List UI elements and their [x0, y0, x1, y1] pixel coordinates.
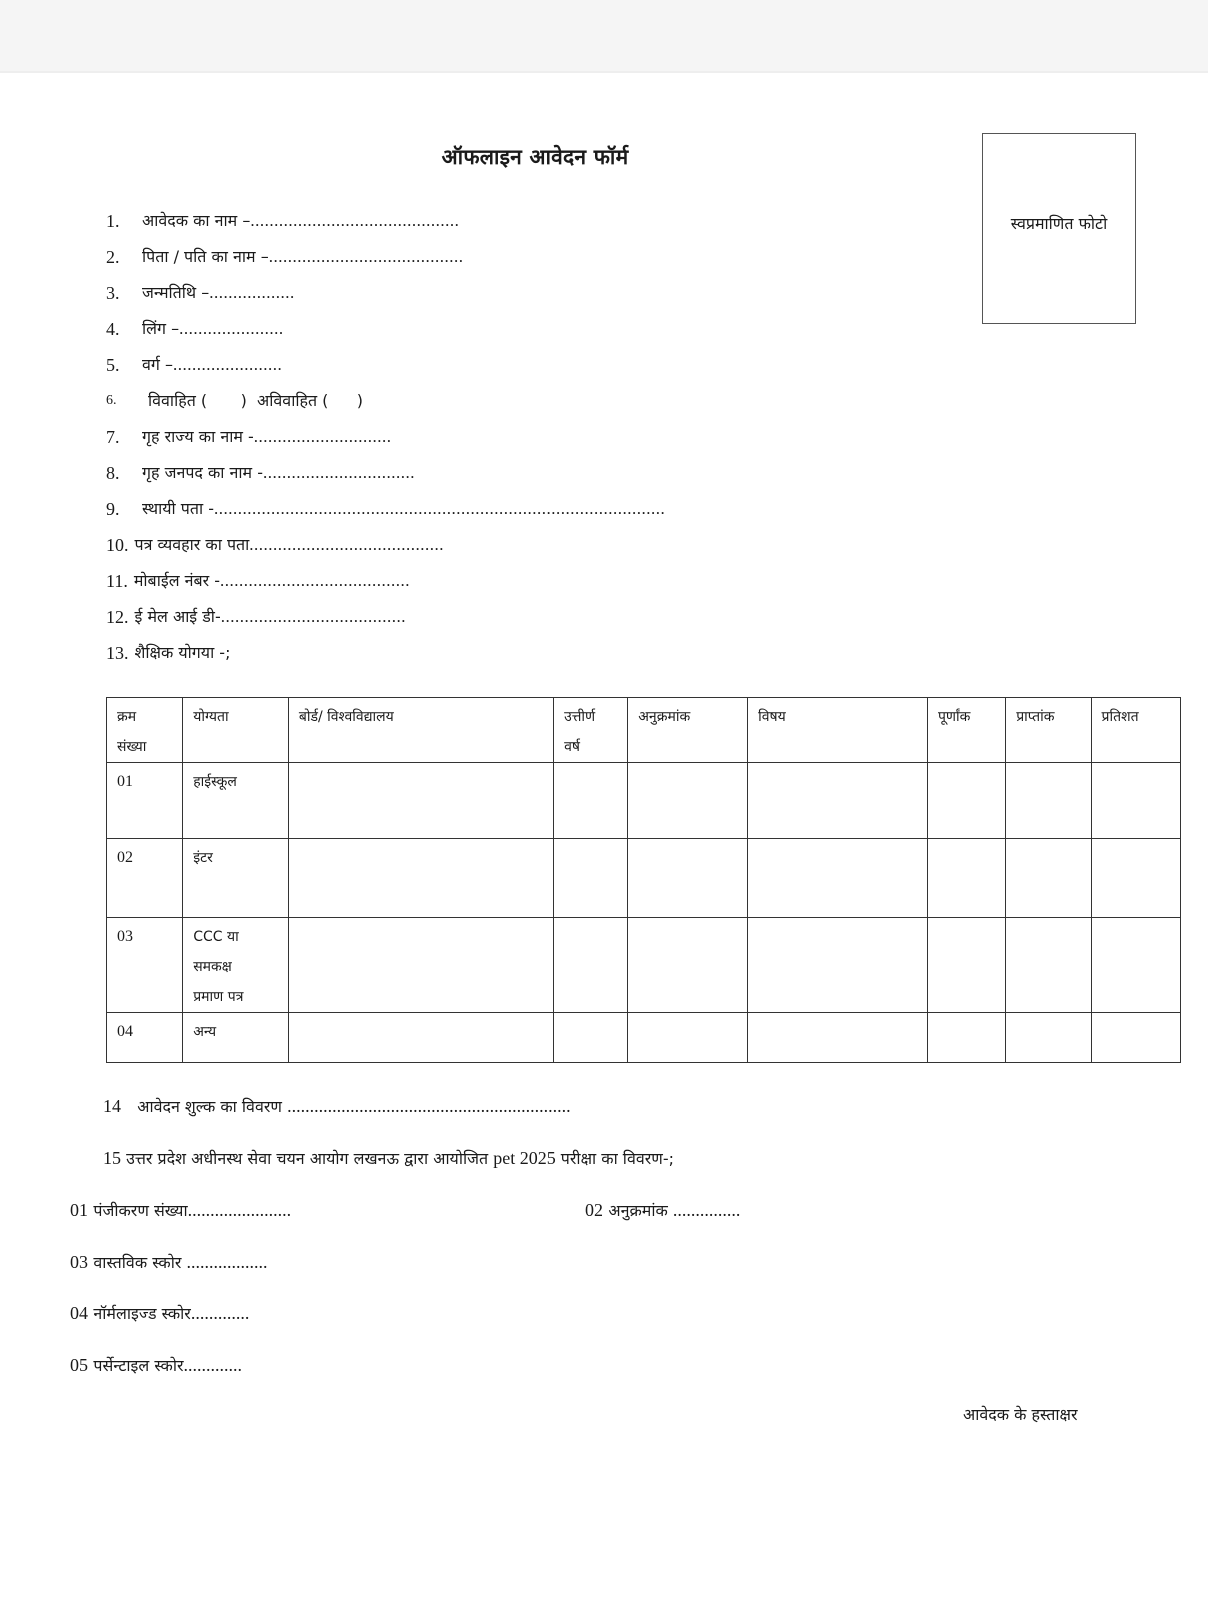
- unmarried-checkbox[interactable]: [338, 383, 353, 419]
- item-blank[interactable]: ...............: [672, 1200, 741, 1220]
- section-application-fee[interactable]: [103, 1095, 571, 1117]
- field-label: पत्र व्यवहार का पता: [134, 535, 250, 554]
- field-blank[interactable]: ................................: [262, 463, 415, 482]
- header-obtained-marks: प्राप्तांक: [1006, 698, 1091, 763]
- cell-subject[interactable]: [748, 918, 928, 1013]
- exam-percentile-score[interactable]: [70, 1354, 242, 1376]
- item-label: पर्सेन्टाइल स्कोर: [93, 1356, 184, 1375]
- exam-name: pet 2025: [493, 1148, 556, 1168]
- cell-serial: 02: [107, 839, 183, 918]
- field-label: आवेदक का नाम –: [142, 211, 251, 230]
- cell-board[interactable]: [288, 839, 553, 918]
- cell-max-marks[interactable]: [927, 918, 1005, 1013]
- education-table: [106, 697, 1181, 1063]
- field-number: 2.: [106, 247, 120, 267]
- item-label: नॉर्मलाइज्ड स्कोर: [93, 1304, 191, 1323]
- field-category[interactable]: [106, 347, 665, 383]
- field-number: 8.: [106, 463, 120, 483]
- field-number: 3.: [106, 283, 120, 303]
- cell-percent[interactable]: [1091, 918, 1180, 1013]
- field-home-district[interactable]: [106, 455, 665, 491]
- field-educational-qualification: [106, 635, 665, 671]
- header-subject: विषय: [748, 698, 928, 763]
- field-blank[interactable]: ...............................................................................................: [214, 499, 666, 518]
- cell-board[interactable]: [288, 918, 553, 1013]
- cell-roll[interactable]: [628, 1013, 748, 1063]
- field-label: ई मेल आई डी-: [134, 607, 221, 626]
- item-number: 01: [70, 1200, 88, 1220]
- photo-box-label: स्वप्रमाणित फोटो: [1010, 213, 1108, 233]
- header-passing-year: उत्तीर्ण वर्ष: [554, 698, 628, 763]
- cell-qualification: CCC या समकक्ष प्रमाण पत्र: [183, 918, 289, 1013]
- header-roll-number: अनुक्रमांक: [628, 698, 748, 763]
- field-number: 10.: [106, 535, 129, 555]
- marital-options: [148, 383, 363, 419]
- header-board-university: बोर्ड/ विश्वविद्यालय: [288, 698, 553, 763]
- married-close-paren: ): [240, 391, 247, 410]
- field-applicant-name[interactable]: [106, 203, 665, 239]
- field-blank[interactable]: ..................: [209, 283, 295, 302]
- cell-subject[interactable]: [748, 763, 928, 839]
- viewer-top-bar: [0, 0, 1208, 73]
- item-label: वास्तविक स्कोर: [93, 1253, 187, 1272]
- field-email-id[interactable]: [106, 599, 665, 635]
- married-checkbox[interactable]: [216, 383, 236, 419]
- field-father-husband-name[interactable]: [106, 239, 665, 275]
- section-label-suffix: परीक्षा का विवरण-;: [555, 1149, 675, 1168]
- field-blank[interactable]: ............................................: [250, 211, 460, 230]
- field-mobile-number[interactable]: [106, 563, 665, 599]
- cell-subject[interactable]: [748, 839, 928, 918]
- cell-max-marks[interactable]: [927, 839, 1005, 918]
- field-label: मोबाईल नंबर -: [133, 571, 221, 590]
- field-label: वर्ग –: [142, 355, 173, 374]
- cell-qualification: इंटर: [183, 839, 289, 918]
- cell-year[interactable]: [554, 1013, 628, 1063]
- cell-board[interactable]: [288, 763, 553, 839]
- exam-roll-number[interactable]: [585, 1199, 740, 1221]
- section-label: उत्तर प्रदेश अधीनस्थ सेवा चयन आयोग लखनऊ द्वारा आयोजित: [121, 1149, 494, 1168]
- cell-obtained[interactable]: [1006, 1013, 1091, 1063]
- field-blank[interactable]: .........................................: [268, 247, 464, 266]
- unmarried-option-label: अविवाहित (: [257, 391, 329, 410]
- field-number: 6.: [106, 393, 117, 408]
- cell-max-marks[interactable]: [927, 763, 1005, 839]
- section-number: 14: [103, 1096, 121, 1116]
- section-pet-exam-details: [103, 1147, 674, 1169]
- field-marital-status: [106, 383, 665, 419]
- field-label: शैक्षिक योगया -;: [134, 643, 231, 662]
- section-label: आवेदन शुल्क का विवरण: [137, 1097, 288, 1116]
- field-label: गृह राज्य का नाम -: [142, 427, 254, 446]
- header-max-marks: पूर्णांक: [927, 698, 1005, 763]
- exam-registration-number[interactable]: [70, 1199, 291, 1221]
- field-number: 1.: [106, 211, 120, 231]
- cell-roll[interactable]: [628, 839, 748, 918]
- item-blank[interactable]: ..................: [186, 1252, 268, 1272]
- cell-qualification: हाईस्कूल: [183, 763, 289, 839]
- item-label: अनुक्रमांक: [608, 1201, 673, 1220]
- form-title: ऑफलाइन आवेदन फॉर्म: [441, 145, 629, 169]
- cell-obtained[interactable]: [1006, 918, 1091, 1013]
- field-label: जन्मतिथि –: [142, 283, 210, 302]
- table-row: [107, 839, 1181, 918]
- cell-serial: 01: [107, 763, 183, 839]
- section-blank[interactable]: ...............................................................: [287, 1096, 571, 1116]
- field-number: 5.: [106, 355, 120, 375]
- applicant-fields: [106, 203, 665, 671]
- item-number: 05: [70, 1355, 88, 1375]
- field-blank[interactable]: .........................................: [249, 535, 445, 554]
- applicant-signature-label: आवेदक के हस्ताक्षर: [963, 1405, 1078, 1424]
- field-number: 7.: [106, 427, 120, 447]
- item-label: पंजीकरण संख्या: [93, 1201, 188, 1220]
- cell-board[interactable]: [288, 1013, 553, 1063]
- cell-roll[interactable]: [628, 918, 748, 1013]
- item-number: 04: [70, 1303, 88, 1323]
- table-row: [107, 918, 1181, 1013]
- cell-percent[interactable]: [1091, 1013, 1180, 1063]
- table-header-row: [107, 698, 1181, 763]
- cell-year[interactable]: [554, 839, 628, 918]
- field-label: लिंग –: [142, 319, 180, 338]
- field-blank[interactable]: .......................................: [220, 607, 406, 626]
- field-home-state[interactable]: [106, 419, 665, 455]
- field-blank[interactable]: ........................................: [220, 571, 411, 590]
- item-blank[interactable]: .............: [190, 1303, 250, 1323]
- field-permanent-address[interactable]: [106, 491, 665, 527]
- field-label: स्थायी पता -: [142, 499, 214, 518]
- cell-percent[interactable]: [1091, 763, 1180, 839]
- item-blank[interactable]: .............: [183, 1355, 243, 1375]
- exam-actual-score[interactable]: [70, 1251, 268, 1273]
- cell-subject[interactable]: [748, 1013, 928, 1063]
- field-correspondence-address[interactable]: [106, 527, 665, 563]
- form-page: [0, 75, 1208, 1600]
- table-row: [107, 1013, 1181, 1063]
- cell-percent[interactable]: [1091, 839, 1180, 918]
- item-number: 03: [70, 1252, 88, 1272]
- cell-max-marks[interactable]: [927, 1013, 1005, 1063]
- cell-year[interactable]: [554, 918, 628, 1013]
- unmarried-close-paren: ): [356, 391, 364, 410]
- photo-box: [982, 133, 1136, 324]
- cell-obtained[interactable]: [1006, 839, 1091, 918]
- field-date-of-birth[interactable]: [106, 275, 665, 311]
- field-label: पिता / पति का नाम –: [142, 247, 269, 266]
- header-qualification: योग्यता: [183, 698, 289, 763]
- header-serial-number: क्रम संख्या: [107, 698, 183, 763]
- field-blank[interactable]: ......................: [179, 319, 284, 338]
- item-number: 02: [585, 1200, 603, 1220]
- field-number: 4.: [106, 319, 120, 339]
- field-blank[interactable]: .......................: [173, 355, 283, 374]
- field-number: 12.: [106, 607, 129, 627]
- cell-obtained[interactable]: [1006, 763, 1091, 839]
- cell-serial: 03: [107, 918, 183, 1013]
- cell-roll[interactable]: [628, 763, 748, 839]
- section-number: 15: [103, 1148, 121, 1168]
- cell-year[interactable]: [554, 763, 628, 839]
- item-blank[interactable]: .......................: [187, 1200, 292, 1220]
- field-number: 9.: [106, 499, 120, 519]
- married-option-label: विवाहित (: [148, 391, 208, 410]
- field-blank[interactable]: .............................: [253, 427, 392, 446]
- field-label: गृह जनपद का नाम -: [142, 463, 263, 482]
- field-number: 11.: [106, 571, 128, 591]
- field-gender[interactable]: [106, 311, 665, 347]
- cell-qualification: अन्य: [183, 1013, 289, 1063]
- header-percentage: प्रतिशत: [1091, 698, 1180, 763]
- exam-normalized-score[interactable]: [70, 1302, 249, 1324]
- field-number: 13.: [106, 643, 129, 663]
- table-row: [107, 763, 1181, 839]
- cell-serial: 04: [107, 1013, 183, 1063]
